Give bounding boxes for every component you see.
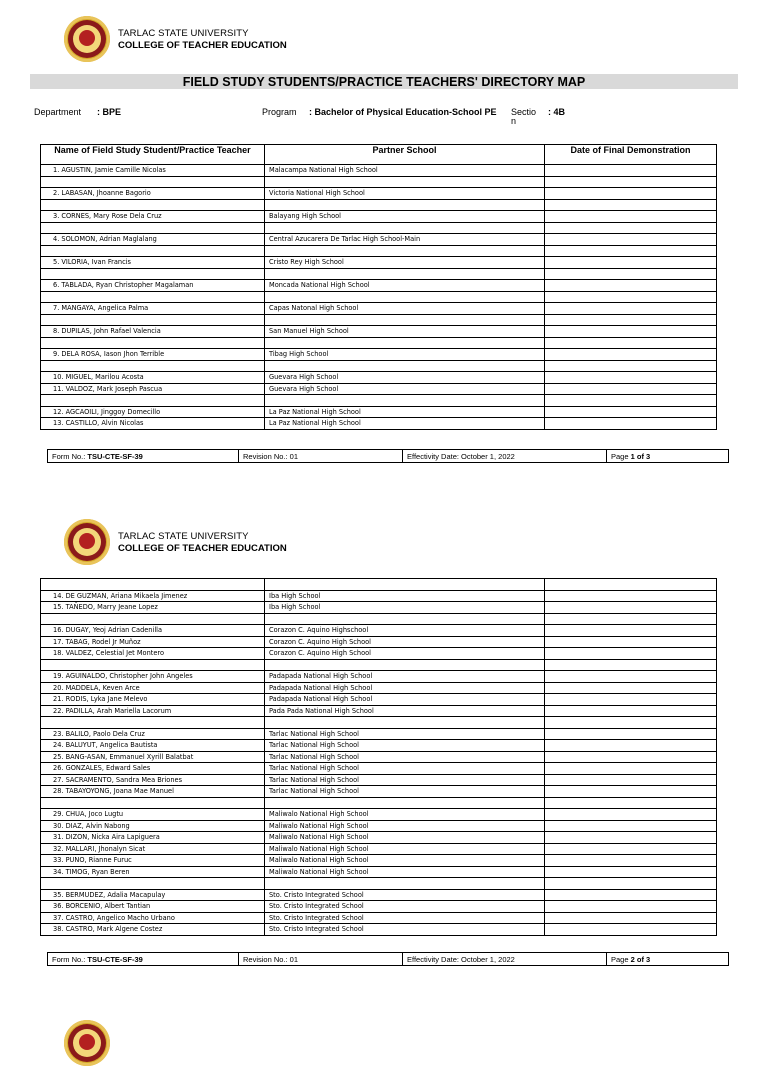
student-name xyxy=(41,314,265,326)
page-title: FIELD STUDY STUDENTS/PRACTICE TEACHERS' DIRECTORY MAP xyxy=(182,75,586,89)
student-name: 30. DIAZ, Alvin Nabong xyxy=(41,820,265,832)
table-row xyxy=(41,774,717,786)
table-row xyxy=(41,924,717,936)
partner-school xyxy=(265,395,545,407)
partner-school: Maliwalo National High School xyxy=(265,855,545,867)
department-value: : BPE xyxy=(97,107,122,117)
table-row xyxy=(41,878,717,890)
student-name: 37. CASTRO, Angelico Macho Urbano xyxy=(41,912,265,924)
student-name: 29. CHUA, Joco Lugtu xyxy=(41,809,265,821)
partner-school xyxy=(265,268,545,280)
student-name: 19. AGUINALDO, Christopher John Angeles xyxy=(41,671,265,683)
final-demo-date xyxy=(545,326,717,338)
table-row xyxy=(41,395,717,407)
final-demo-date xyxy=(545,579,717,591)
student-name: 33. PUNO, Rianne Furuc xyxy=(41,855,265,867)
final-demo-date xyxy=(545,774,717,786)
university-name: TARLAC STATE UNIVERSITY xyxy=(118,28,249,39)
table-row xyxy=(41,717,717,729)
final-demo-date xyxy=(545,740,717,752)
program-label: Program xyxy=(262,107,297,117)
final-demo-date xyxy=(545,337,717,349)
partner-school: Corazon C. Aquino Highschool xyxy=(265,625,545,637)
partner-school: Central Azucarera De Tarlac High School-Main xyxy=(265,234,545,246)
table-row xyxy=(41,188,717,200)
student-name: 3. CORNES, Mary Rose Dela Cruz xyxy=(41,211,265,223)
partner-school: Pada Pada National High School xyxy=(265,705,545,717)
partner-school: Victoria National High School xyxy=(265,188,545,200)
final-demo-date xyxy=(545,245,717,257)
college-name: COLLEGE OF TEACHER EDUCATION xyxy=(118,40,287,51)
student-name: 20. MADDELA, Keven Arce xyxy=(41,682,265,694)
student-name: 24. BALUYUT, Angelica Bautista xyxy=(41,740,265,752)
partner-school: Tarlac National High School xyxy=(265,751,545,763)
final-demo-date xyxy=(545,682,717,694)
student-name: 23. BALILO, Paolo Dela Cruz xyxy=(41,728,265,740)
table-row xyxy=(41,222,717,234)
table-row xyxy=(41,625,717,637)
table-row xyxy=(41,809,717,821)
student-name: 17. TABAG, Rodel Jr Muñoz xyxy=(41,636,265,648)
student-name: 5. VILORIA, Ivan Francis xyxy=(41,257,265,269)
partner-school: Malacampa National High School xyxy=(265,165,545,177)
table-row xyxy=(41,303,717,315)
table-row xyxy=(41,165,717,177)
partner-school: Maliwalo National High School xyxy=(265,866,545,878)
final-demo-date xyxy=(545,878,717,890)
form-footer-page-2 xyxy=(47,952,729,966)
table-row xyxy=(41,763,717,775)
table-row xyxy=(41,590,717,602)
final-demo-date xyxy=(545,889,717,901)
partner-school: Padapada National High School xyxy=(265,682,545,694)
section-label-wrap: n xyxy=(511,116,517,126)
final-demo-date xyxy=(545,176,717,188)
table-row xyxy=(41,602,717,614)
student-name: 31. DIZON, Nicka Aira Lapiguera xyxy=(41,832,265,844)
student-name xyxy=(41,176,265,188)
table-row xyxy=(41,636,717,648)
partner-school: Padapada National High School xyxy=(265,671,545,683)
partner-school xyxy=(265,797,545,809)
final-demo-date xyxy=(545,843,717,855)
final-demo-date xyxy=(545,636,717,648)
revision-number: Revision No.: 01 xyxy=(239,450,403,463)
final-demo-date xyxy=(545,797,717,809)
form-number: Form No.: TSU-CTE-SF-39 xyxy=(48,953,239,966)
student-name: 16. DUGAY, Yeoj Adrian Cadenilla xyxy=(41,625,265,637)
final-demo-date xyxy=(545,866,717,878)
partner-school xyxy=(265,245,545,257)
table-row xyxy=(41,234,717,246)
partner-school: La Paz National High School xyxy=(265,406,545,418)
table-row xyxy=(41,866,717,878)
table-row xyxy=(41,728,717,740)
partner-school: Maliwalo National High School xyxy=(265,809,545,821)
section-value: : 4B xyxy=(548,107,566,117)
partner-school: Sto. Cristo Integrated School xyxy=(265,924,545,936)
student-name: 26. GONZALES, Edward Sales xyxy=(41,763,265,775)
university-seal-icon xyxy=(64,1020,110,1066)
student-name: 6. TABLADA, Ryan Christopher Magalaman xyxy=(41,280,265,292)
partner-school: San Manuel High School xyxy=(265,326,545,338)
department-label: Department xyxy=(34,107,82,117)
final-demo-date xyxy=(545,912,717,924)
student-name: 7. MANGAYA, Angelica Palma xyxy=(41,303,265,315)
partner-school xyxy=(265,878,545,890)
student-name: 10. MIGUEL, Marilou Acosta xyxy=(41,372,265,384)
partner-school: Sto. Cristo Integrated School xyxy=(265,889,545,901)
final-demo-date xyxy=(545,257,717,269)
student-name xyxy=(41,579,265,591)
table-row xyxy=(41,705,717,717)
student-name: 8. DUPILAS, John Rafael Valencia xyxy=(41,326,265,338)
university-seal-icon xyxy=(64,519,110,565)
student-name: 34. TIMOG, Ryan Beren xyxy=(41,866,265,878)
student-name: 35. BERMUDEZ, Adalia Macapulay xyxy=(41,889,265,901)
partner-school: Corazon C. Aquino High School xyxy=(265,648,545,660)
partner-school: Iba High School xyxy=(265,602,545,614)
partner-school: Moncada National High School xyxy=(265,280,545,292)
final-demo-date xyxy=(545,222,717,234)
form-number: Form No.: TSU-CTE-SF-39 xyxy=(48,450,239,463)
table-row xyxy=(41,740,717,752)
final-demo-date xyxy=(545,705,717,717)
final-demo-date xyxy=(545,383,717,395)
final-demo-date xyxy=(545,590,717,602)
partner-school: Tarlac National High School xyxy=(265,774,545,786)
final-demo-date xyxy=(545,728,717,740)
table-row xyxy=(41,291,717,303)
page-number: Page 2 of 3 xyxy=(607,953,729,966)
partner-school: Tibag High School xyxy=(265,349,545,361)
partner-school: Cristo Rey High School xyxy=(265,257,545,269)
final-demo-date xyxy=(545,372,717,384)
table-row xyxy=(41,326,717,338)
table-row xyxy=(41,613,717,625)
student-name xyxy=(41,360,265,372)
final-demo-date xyxy=(545,602,717,614)
student-name: 32. MALLARI, Jhonalyn Sicat xyxy=(41,843,265,855)
final-demo-date xyxy=(545,694,717,706)
final-demo-date xyxy=(545,924,717,936)
table-row xyxy=(41,245,717,257)
partner-school: Balayang High School xyxy=(265,211,545,223)
table-row xyxy=(41,349,717,361)
directory-table-page-2 xyxy=(40,578,717,936)
final-demo-date xyxy=(545,786,717,798)
student-name: 2. LABASAN, Jhoanne Bagorio xyxy=(41,188,265,200)
student-name xyxy=(41,268,265,280)
college-name: COLLEGE OF TEACHER EDUCATION xyxy=(118,543,287,554)
partner-school xyxy=(265,314,545,326)
table-row xyxy=(41,820,717,832)
student-name: 12. AGCAOILI, Jinggoy Domecillo xyxy=(41,406,265,418)
table-row xyxy=(41,211,717,223)
table-row xyxy=(41,383,717,395)
partner-school: Maliwalo National High School xyxy=(265,820,545,832)
final-demo-date xyxy=(545,188,717,200)
student-name: 13. CASTILLO, Alvin Nicolas xyxy=(41,418,265,430)
student-name: 28. TABAYOYONG, Joana Mae Manuel xyxy=(41,786,265,798)
final-demo-date xyxy=(545,165,717,177)
table-row xyxy=(41,889,717,901)
final-demo-date xyxy=(545,199,717,211)
directory-table-page-1 xyxy=(40,144,717,430)
student-name: 4. SOLOMON, Adrian Maglalang xyxy=(41,234,265,246)
student-name: 25. BANG-ASAN, Emmanuel Xyrill Balatbat xyxy=(41,751,265,763)
partner-school xyxy=(265,613,545,625)
final-demo-date xyxy=(545,234,717,246)
student-name: 36. BORCENIO, Albert Tantian xyxy=(41,901,265,913)
table-row xyxy=(41,832,717,844)
final-demo-date xyxy=(545,268,717,280)
student-name: 27. SACRAMENTO, Sandra Mea Briones xyxy=(41,774,265,786)
final-demo-date xyxy=(545,395,717,407)
partner-school xyxy=(265,360,545,372)
student-name: 14. DE GUZMAN, Ariana Mikaela Jimenez xyxy=(41,590,265,602)
partner-school: Guevara High School xyxy=(265,372,545,384)
partner-school xyxy=(265,222,545,234)
table-row xyxy=(41,648,717,660)
effectivity-date: Effectivity Date: October 1, 2022 xyxy=(403,953,607,966)
table-row xyxy=(41,843,717,855)
partner-school: Sto. Cristo Integrated School xyxy=(265,901,545,913)
final-demo-date xyxy=(545,211,717,223)
partner-school xyxy=(265,176,545,188)
partner-school: La Paz National High School xyxy=(265,418,545,430)
final-demo-date xyxy=(545,763,717,775)
table-row xyxy=(41,671,717,683)
partner-school: Capas Natonal High School xyxy=(265,303,545,315)
partner-school: Padapada National High School xyxy=(265,694,545,706)
table-row xyxy=(41,797,717,809)
student-name xyxy=(41,199,265,211)
header-name: Name of Field Study Student/Practice Teacher xyxy=(41,145,265,165)
final-demo-date xyxy=(545,717,717,729)
table-row xyxy=(41,280,717,292)
partner-school: Sto. Cristo Integrated School xyxy=(265,912,545,924)
student-name xyxy=(41,613,265,625)
partner-school xyxy=(265,337,545,349)
final-demo-date xyxy=(545,613,717,625)
table-row xyxy=(41,406,717,418)
table-row xyxy=(41,579,717,591)
final-demo-date xyxy=(545,832,717,844)
student-name xyxy=(41,222,265,234)
table-row xyxy=(41,682,717,694)
partner-school: Tarlac National High School xyxy=(265,728,545,740)
table-row xyxy=(41,360,717,372)
table-row xyxy=(41,855,717,867)
final-demo-date xyxy=(545,291,717,303)
partner-school xyxy=(265,199,545,211)
table-row xyxy=(41,786,717,798)
student-name: 11. VALDOZ, Mark Joseph Pascua xyxy=(41,383,265,395)
revision-number: Revision No.: 01 xyxy=(239,953,403,966)
table-row xyxy=(41,901,717,913)
final-demo-date xyxy=(545,659,717,671)
final-demo-date xyxy=(545,303,717,315)
student-name xyxy=(41,245,265,257)
student-name: 21. RODIS, Lyka Jane Melevo xyxy=(41,694,265,706)
final-demo-date xyxy=(545,360,717,372)
final-demo-date xyxy=(545,648,717,660)
table-row xyxy=(41,176,717,188)
student-name: 22. PADILLA, Arah Mariella Lacorum xyxy=(41,705,265,717)
university-seal-icon xyxy=(64,16,110,62)
partner-school xyxy=(265,659,545,671)
partner-school: Iba High School xyxy=(265,590,545,602)
student-name xyxy=(41,797,265,809)
partner-school xyxy=(265,579,545,591)
partner-school: Corazon C. Aquino High School xyxy=(265,636,545,648)
partner-school: Tarlac National High School xyxy=(265,786,545,798)
partner-school: Guevara High School xyxy=(265,383,545,395)
section-label: Sectio xyxy=(511,107,537,117)
student-name: 18. VALDEZ, Celestial Jet Montero xyxy=(41,648,265,660)
student-name xyxy=(41,291,265,303)
program-value: : Bachelor of Physical Education-School PE xyxy=(309,107,497,117)
student-name xyxy=(41,659,265,671)
final-demo-date xyxy=(545,314,717,326)
partner-school xyxy=(265,291,545,303)
final-demo-date xyxy=(545,809,717,821)
final-demo-date xyxy=(545,901,717,913)
table-row xyxy=(41,268,717,280)
partner-school: Maliwalo National High School xyxy=(265,843,545,855)
partner-school: Tarlac National High School xyxy=(265,763,545,775)
table-row xyxy=(41,337,717,349)
partner-school: Tarlac National High School xyxy=(265,740,545,752)
student-name: 38. CASTRO, Mark Algene Costez xyxy=(41,924,265,936)
student-name: 1. AGUSTIN, Jamie Camille Nicolas xyxy=(41,165,265,177)
final-demo-date xyxy=(545,625,717,637)
final-demo-date xyxy=(545,349,717,361)
student-name: 15. TAÑEDO, Marry Jeane Lopez xyxy=(41,602,265,614)
table-row xyxy=(41,659,717,671)
page-number: Page 1 of 3 xyxy=(607,450,729,463)
partner-school xyxy=(265,717,545,729)
final-demo-date xyxy=(545,855,717,867)
table-row xyxy=(41,314,717,326)
table-row xyxy=(41,257,717,269)
final-demo-date xyxy=(545,280,717,292)
university-name: TARLAC STATE UNIVERSITY xyxy=(118,531,249,542)
final-demo-date xyxy=(545,751,717,763)
form-footer-page-1 xyxy=(47,449,729,463)
student-name xyxy=(41,878,265,890)
table-row xyxy=(41,912,717,924)
table-row xyxy=(41,751,717,763)
table-row xyxy=(41,372,717,384)
final-demo-date xyxy=(545,418,717,430)
student-name xyxy=(41,395,265,407)
table-row xyxy=(41,418,717,430)
final-demo-date xyxy=(545,820,717,832)
header-final-demo-date: Date of Final Demonstration xyxy=(545,145,717,165)
header-partner-school: Partner School xyxy=(265,145,545,165)
student-name: 9. DELA ROSA, Iason Jhon Terrible xyxy=(41,349,265,361)
table-row xyxy=(41,694,717,706)
partner-school: Maliwalo National High School xyxy=(265,832,545,844)
final-demo-date xyxy=(545,406,717,418)
student-name xyxy=(41,337,265,349)
table-row xyxy=(41,199,717,211)
student-name xyxy=(41,717,265,729)
final-demo-date xyxy=(545,671,717,683)
effectivity-date: Effectivity Date: October 1, 2022 xyxy=(403,450,607,463)
